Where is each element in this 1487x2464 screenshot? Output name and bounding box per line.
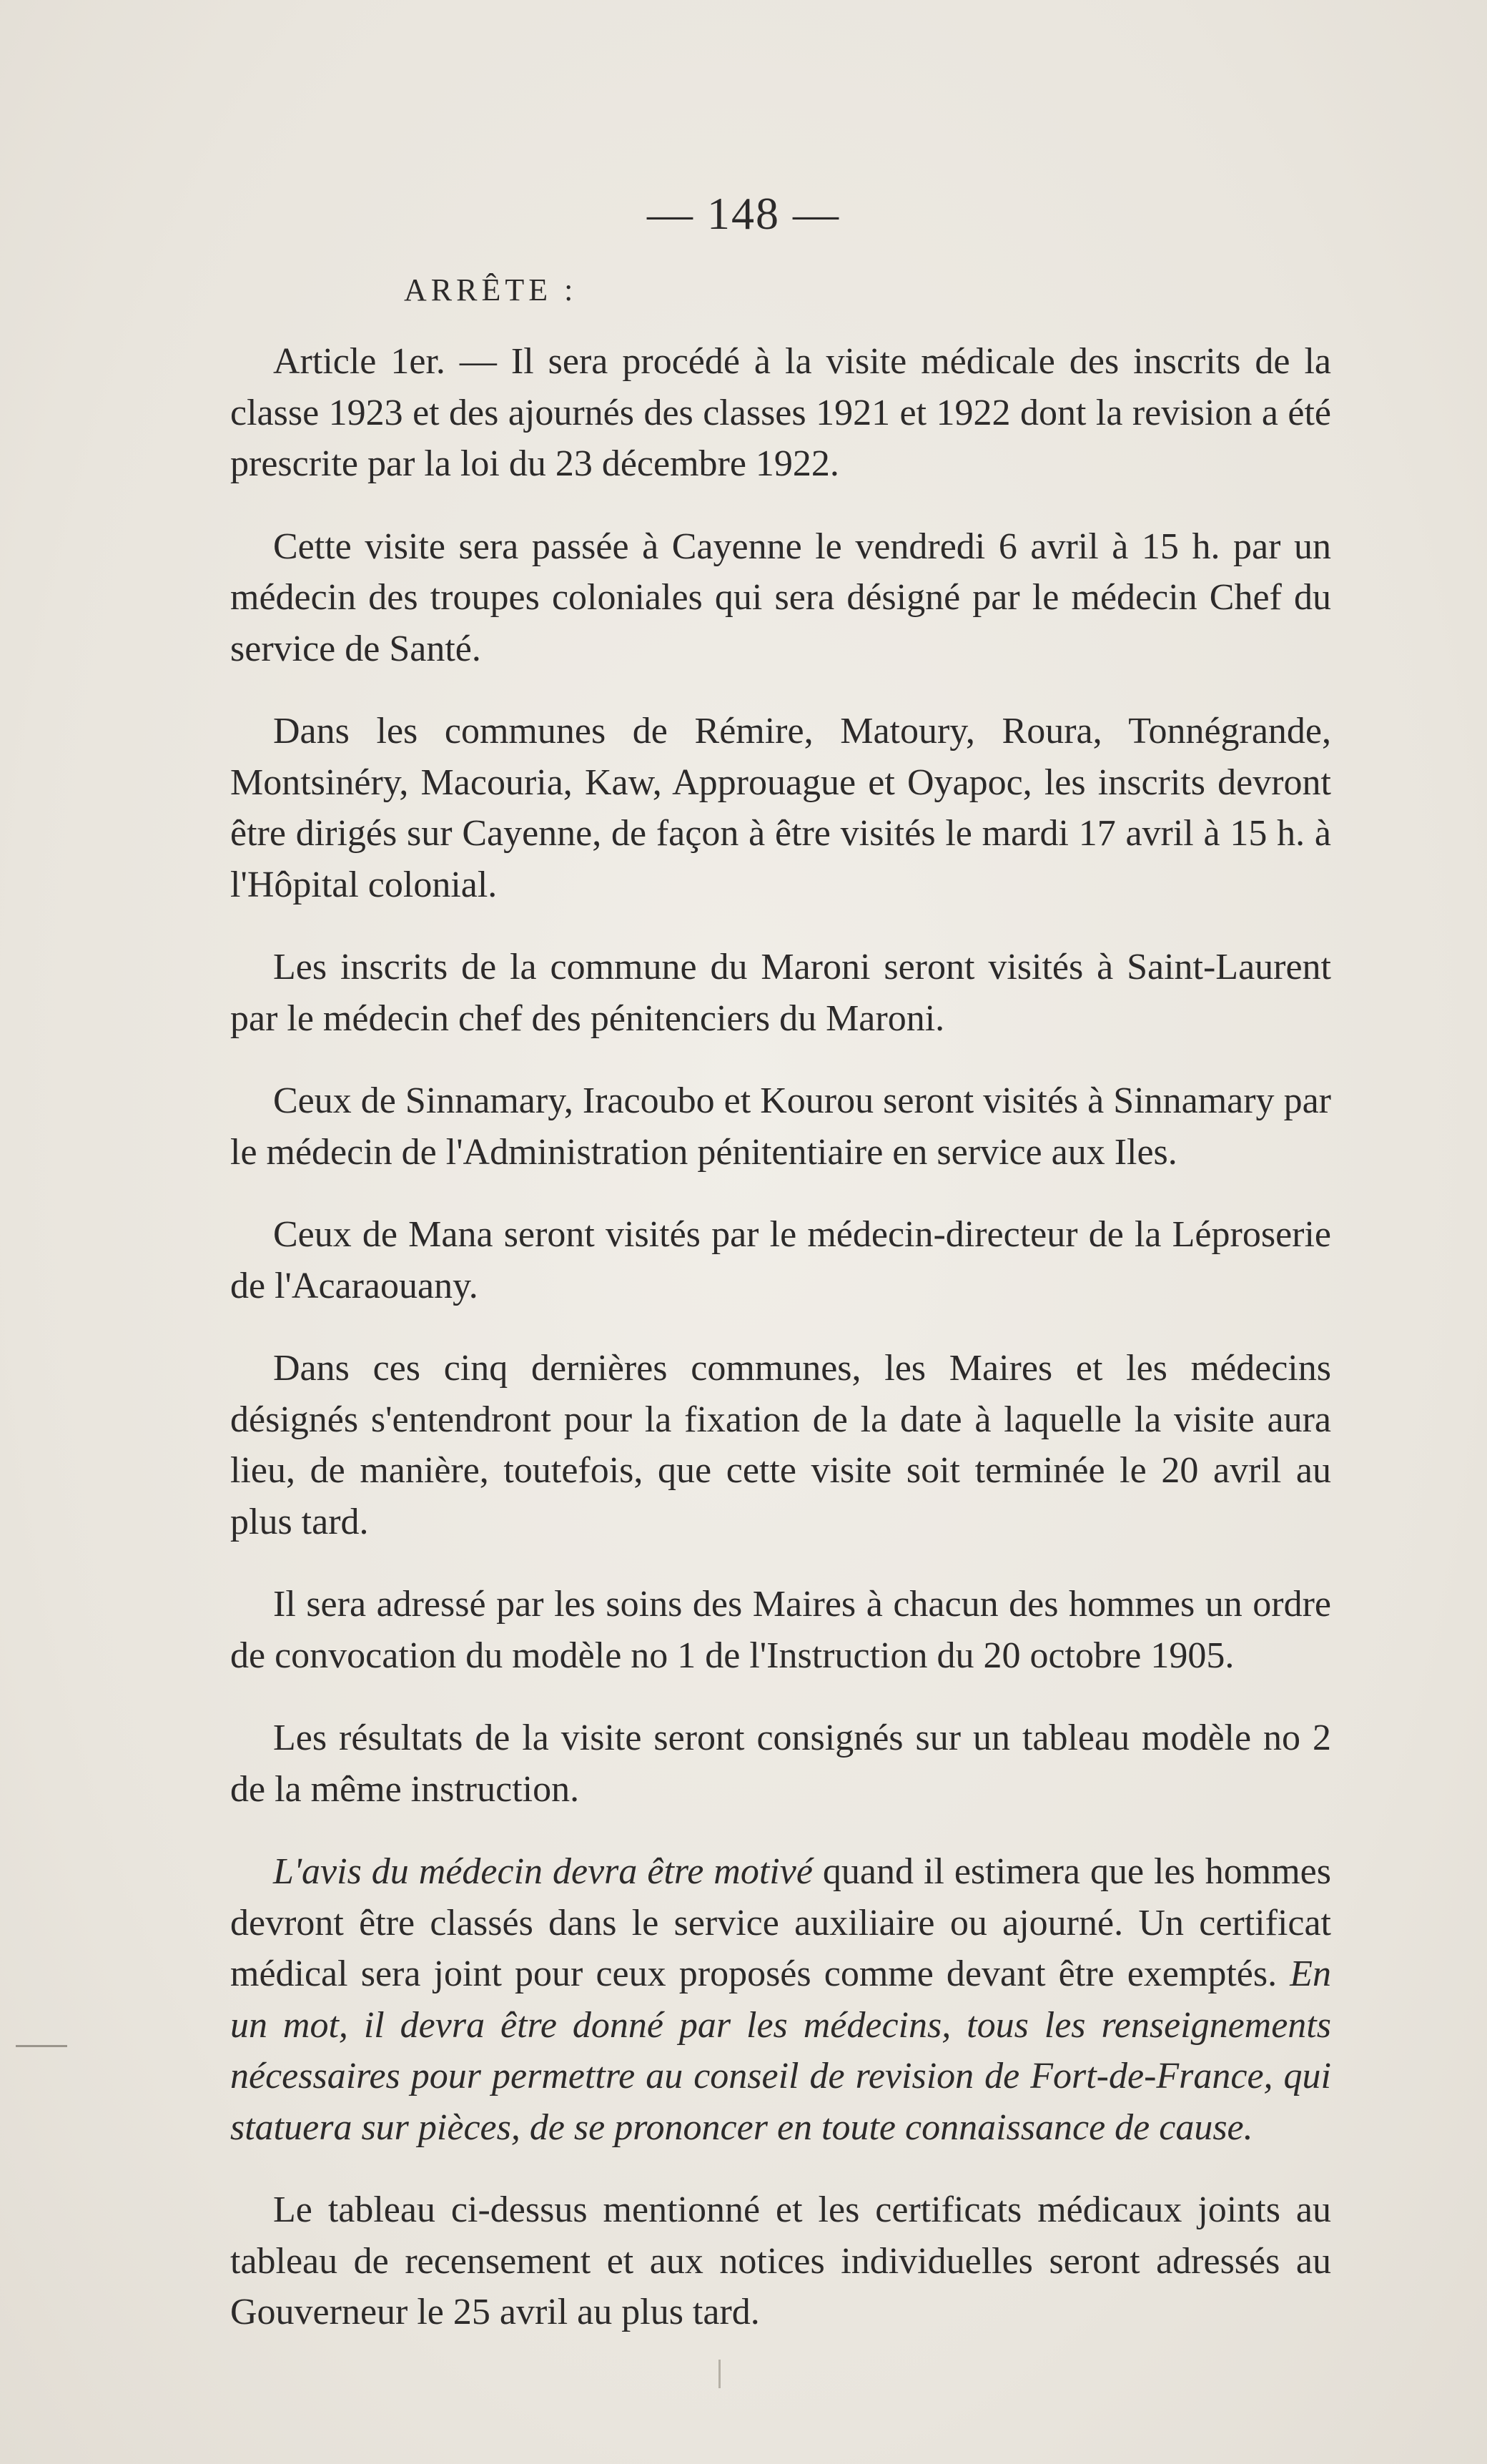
roman-middle: quand il estimera que les hommes devront être classés dans le service auxiliaire ou ajourné. Un certificat médical sera joint pour ceux proposés comme devant être exemptés.: [230, 1851, 1331, 1994]
paragraph-medical-opinion: [230, 1846, 1331, 2153]
page-number: — 148 —: [647, 188, 840, 239]
paragraph-article-1: Article 1er. — Il sera procédé à la visite médicale des inscrits de la classe 1923 et des ajournés des classes 1921 et 1922 dont la revision a été prescrite par la loi du 23 décembre 1922.: [230, 341, 1331, 484]
paragraph-final: Le tableau ci-dessus mentionné et les certificats médicaux joints au tableau de recensement et aux notices individuelles seront adressés au Gouverneur le 25 avril au plus tard.: [230, 2189, 1331, 2332]
paragraph-five-communes: Dans ces cinq dernières communes, les Maires et les médecins désignés s'entendront pour la fixation de la date à laquelle la visite aura lieu, de manière, toutefois, que cette visite soit terminée le 20 avril au plus tard.: [230, 1348, 1331, 1542]
paragraph-results: Les résultats de la visite seront consignés sur un tableau modèle no 2 de la même instruction.: [230, 1718, 1331, 1810]
italic-closing: En un mot, il devra être donné par les médecins, tous les renseignements nécessaires pour permettre au conseil de revision de Fort-de-France, qui statuera sur pièces, de se prononcer en toute connaissance de cause.: [230, 1953, 1331, 2148]
paragraph-mana: Ceux de Mana seront visités par le médecin-directeur de la Léproserie de l'Acaraouany.: [230, 1214, 1331, 1306]
body-text: [230, 336, 1331, 2370]
paragraph-cayenne-visit: Cette visite sera passée à Cayenne le vendredi 6 avril à 15 h. par un médecin des troupes coloniales qui sera désigné par le médecin Chef du service de Santé.: [230, 526, 1331, 669]
paragraph-maroni: Les inscrits de la commune du Maroni seront visités à Saint-Laurent par le médecin chef des pénitenciers du Maroni.: [230, 947, 1331, 1039]
print-mark: [718, 2360, 721, 2388]
paragraph-sinnamary: Ceux de Sinnamary, Iracoubo et Kourou seront visités à Sinnamary par le médecin de l'Administration pénitentiaire en service aux Iles.: [230, 1080, 1331, 1173]
section-heading: ARRÊTE :: [404, 272, 578, 307]
italic-opening: L'avis du médecin devra être motivé: [273, 1851, 813, 1892]
paragraph-communes: Dans les communes de Rémire, Matoury, Roura, Tonnégrande, Montsinéry, Macouria, Kaw, Approuague et Oyapoc, les inscrits devront être dirigés sur Cayenne, de façon à être visités le mardi 17 avril à 15 h. à l'Hôpital colonial.: [230, 711, 1331, 905]
paragraph-convocation: Il sera adressé par les soins des Maires à chacun des hommes un ordre de convocation du modèle no 1 de l'Instruction du 20 octobre 1905.: [230, 1584, 1331, 1676]
margin-mark: [16, 2045, 67, 2047]
